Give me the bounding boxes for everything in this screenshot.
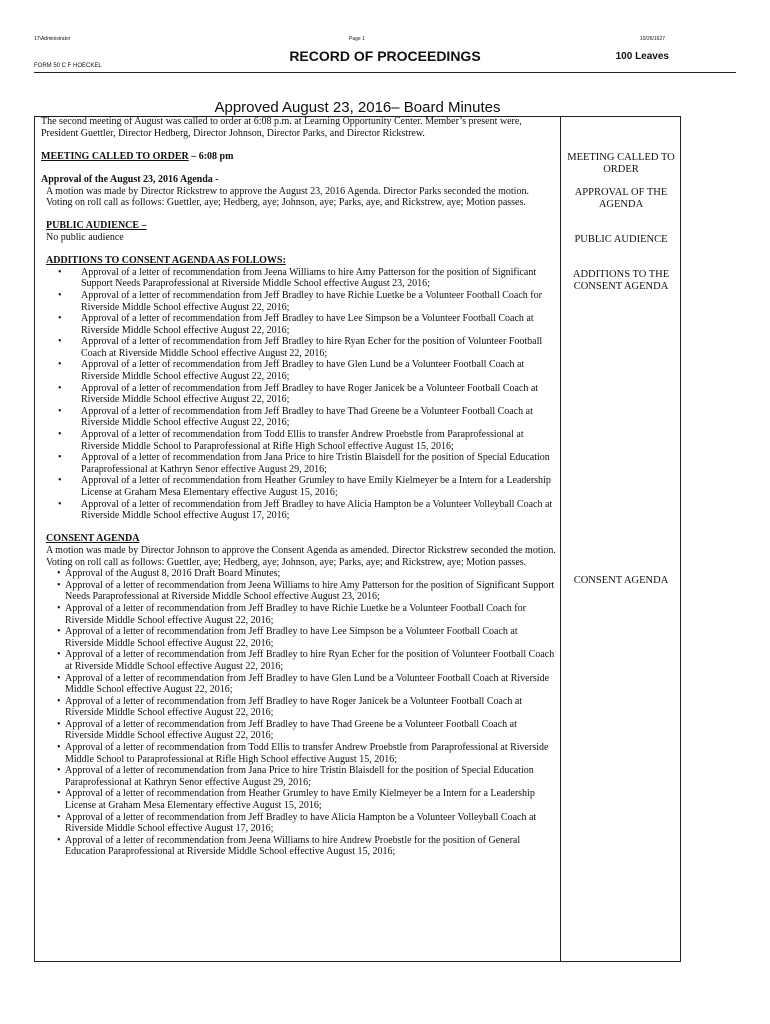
approval-heading: Approval of the August 23, 2016 Agenda -: [41, 173, 219, 185]
list-item: • Approval of a letter of recommendation from Jeena Williams to hire Andrew Proebstle for the position of General Education Paraprofessional at Riverside Middle School effective August 15, 2016;: [65, 835, 556, 858]
list-item: • Approval of a letter of recommendation from Jeff Bradley to have Alicia Hampton be a Volunteer Volleyball Coach at Riverside Middle School effective August 17, 2016;: [65, 812, 556, 835]
list-item: • Approval of a letter of recommendation from Jeff Bradley to have Lee Simpson be a Volunteer Football Coach at Riverside Middle School effective August 22, 2016;: [65, 626, 556, 649]
header-date: 10/26/1627: [640, 36, 666, 42]
called-to-order-time: – 6:08 pm: [188, 150, 234, 162]
called-to-order-heading: MEETING CALLED TO ORDER: [41, 150, 189, 162]
list-item: • Approval of a letter of recommendation from Heather Grumley to have Emily Kielmeyer be a Intern for a Leadership License at Graham Mesa Elementary effective August 15, 2016;: [81, 475, 556, 498]
additions-list: [41, 267, 556, 522]
public-audience-text: No public audience: [46, 231, 124, 243]
additions-heading: ADDITIONS TO CONSENT AGENDA AS FOLLOWS:: [46, 255, 286, 267]
list-item: • Approval of a letter of recommendation from Jeff Bradley to have Lee Simpson be a Volunteer Football Coach at Riverside Middle School effective August 22, 2016;: [81, 313, 556, 336]
list-item: • Approval of a letter of recommendation from Todd Ellis to transfer Andrew Proebstle from Paraprofessional at Riverside Middle School to Paraprofessional at Rifle High School effective August 15, 2016;: [81, 429, 556, 452]
consent-text: A motion was made by Director Johnson to approve the Consent Agenda as amended. Director Rickstrew seconded the motion. Voting on roll call as follows: Guettler, aye; Hedberg, aye; Johnson, aye; Parks, aye; and Rickstrew, aye; Motion passes.: [46, 544, 556, 568]
side-label-additions: ADDITIONS TO THE CONSENT AGENDA: [572, 269, 670, 292]
list-item: • Approval of a letter of recommendation from Jeff Bradley to hire Ryan Echer for the position of Volunteer Football Coach at Riverside Middle School effective August 22, 2016;: [65, 649, 556, 672]
side-label-consent: CONSENT AGENDA: [573, 575, 669, 586]
record-title: RECORD OF PROCEEDINGS: [289, 48, 481, 64]
list-item: • Approval of a letter of recommendation from Jeena Williams to hire Amy Patterson for the position of Significant Support Needs Paraprofessional at Riverside Middle School effective August 23, 2016;: [81, 267, 556, 290]
list-item: • Approval of a letter of recommendation from Todd Ellis to transfer Andrew Proebstle from Paraprofessional at Riverside Middle School to Paraprofessional at Rifle High School effective August 15, 2016;: [65, 742, 556, 765]
consent-list: [41, 568, 556, 858]
list-item: • Approval of the August 8, 2016 Draft Board Minutes;: [65, 568, 556, 580]
called-to-order: [41, 151, 556, 163]
list-item: • Approval of a letter of recommendation from Jeff Bradley to have Roger Janicek be a Volunteer Football Coach at Riverside Middle School effective August 22, 2016;: [65, 696, 556, 719]
list-item: • Approval of a letter of recommendation from Jeff Bradley to have Glen Lund be a Volunteer Football Coach at Riverside Middle School effective August 22, 2016;: [81, 359, 556, 382]
list-item: • Approval of a letter of recommendation from Jeff Bradley to have Glen Lund be a Volunteer Football Coach at Riverside Middle School effective August 22, 2016;: [65, 673, 556, 696]
list-item: • Approval of a letter of recommendation from Jeff Bradley to have Richie Luetke be a Volunteer Football Coach for Riverside Middle School effective August 22, 2016;: [65, 603, 556, 626]
minutes-body: [41, 116, 556, 858]
list-item: • Approval of a letter of recommendation from Jeena Williams to hire Amy Patterson for the position of Significant Support Needs Paraprofessional at Riverside Middle School effective August 23, 2016;: [65, 580, 556, 603]
list-item: • Approval of a letter of recommendation from Jeff Bradley to have Thad Greene be a Volunteer Football Coach at Riverside Middle School effective August 22, 2016;: [81, 406, 556, 429]
list-item: • Approval of a letter of recommendation from Jeff Bradley to have Thad Greene be a Volunteer Football Coach at Riverside Middle School effective August 22, 2016;: [65, 719, 556, 742]
side-label-called-to-order: MEETING CALLED TO ORDER: [567, 152, 675, 175]
list-item: • Approval of a letter of recommendation from Jeff Bradley to have Alicia Hampton be a Volunteer Volleyball Coach at Riverside Middle School effective August 17, 2016;: [81, 499, 556, 522]
list-item: • Approval of a letter of recommendation from Jeff Bradley to hire Ryan Echer for the position of Volunteer Football Coach at Riverside Middle School effective August 22, 2016;: [81, 336, 556, 359]
intro-paragraph: The second meeting of August was called to order at 6:08 p.m. at Learning Opportunity Center. Member’s present were, President Guettler, Director Hedberg, Director Johnson, Director Parks, and Director Rickstrew.: [41, 116, 522, 139]
form-label: FORM 50 C F HOECKEL: [34, 63, 102, 69]
header-rule: [34, 72, 736, 73]
approval-text: A motion was made by Director Rickstrew to approve the August 23, 2016 Agenda. Director Parks seconded the motion. Voting on roll call as follows: Guettler, aye; Hedberg, aye; Johnson, aye; Parks, aye, and Rickstrew, aye; Motion passes.: [46, 185, 529, 209]
list-item: • Approval of a letter of recommendation from Jana Price to hire Tristin Blaisdell for the position of Special Education Paraprofessional at Kathryn Senor effective August 29, 2016;: [81, 452, 556, 475]
list-item: • Approval of a letter of recommendation from Jeff Bradley to have Roger Janicek be a Volunteer Football Coach at Riverside Middle School effective August 22, 2016;: [81, 383, 556, 406]
public-audience-heading: PUBLIC AUDIENCE –: [46, 220, 147, 232]
header-page-number: Page 1: [349, 36, 365, 42]
header-admin: 17\Administrator: [34, 36, 71, 42]
document-title: Approved August 23, 2016– Board Minutes: [214, 99, 501, 116]
side-label-public-audience: PUBLIC AUDIENCE: [574, 234, 668, 245]
consent-heading: CONSENT AGENDA: [46, 533, 140, 545]
list-item: • Approval of a letter of recommendation from Jana Price to hire Tristin Blaisdell for the position of Special Education Paraprofessional at Kathryn Senor effective August 29, 2016;: [65, 765, 556, 788]
list-item: • Approval of a letter of recommendation from Heather Grumley to have Emily Kielmeyer be a Intern for a Leadership License at Graham Mesa Elementary effective August 15, 2016;: [65, 788, 556, 811]
list-item: • Approval of a letter of recommendation from Jeff Bradley to have Richie Luetke be a Volunteer Football Coach for Riverside Middle School effective August 22, 2016;: [81, 290, 556, 313]
side-label-approval: APPROVAL OF THE AGENDA: [574, 187, 668, 210]
leaves-label: 100 Leaves: [615, 51, 669, 62]
